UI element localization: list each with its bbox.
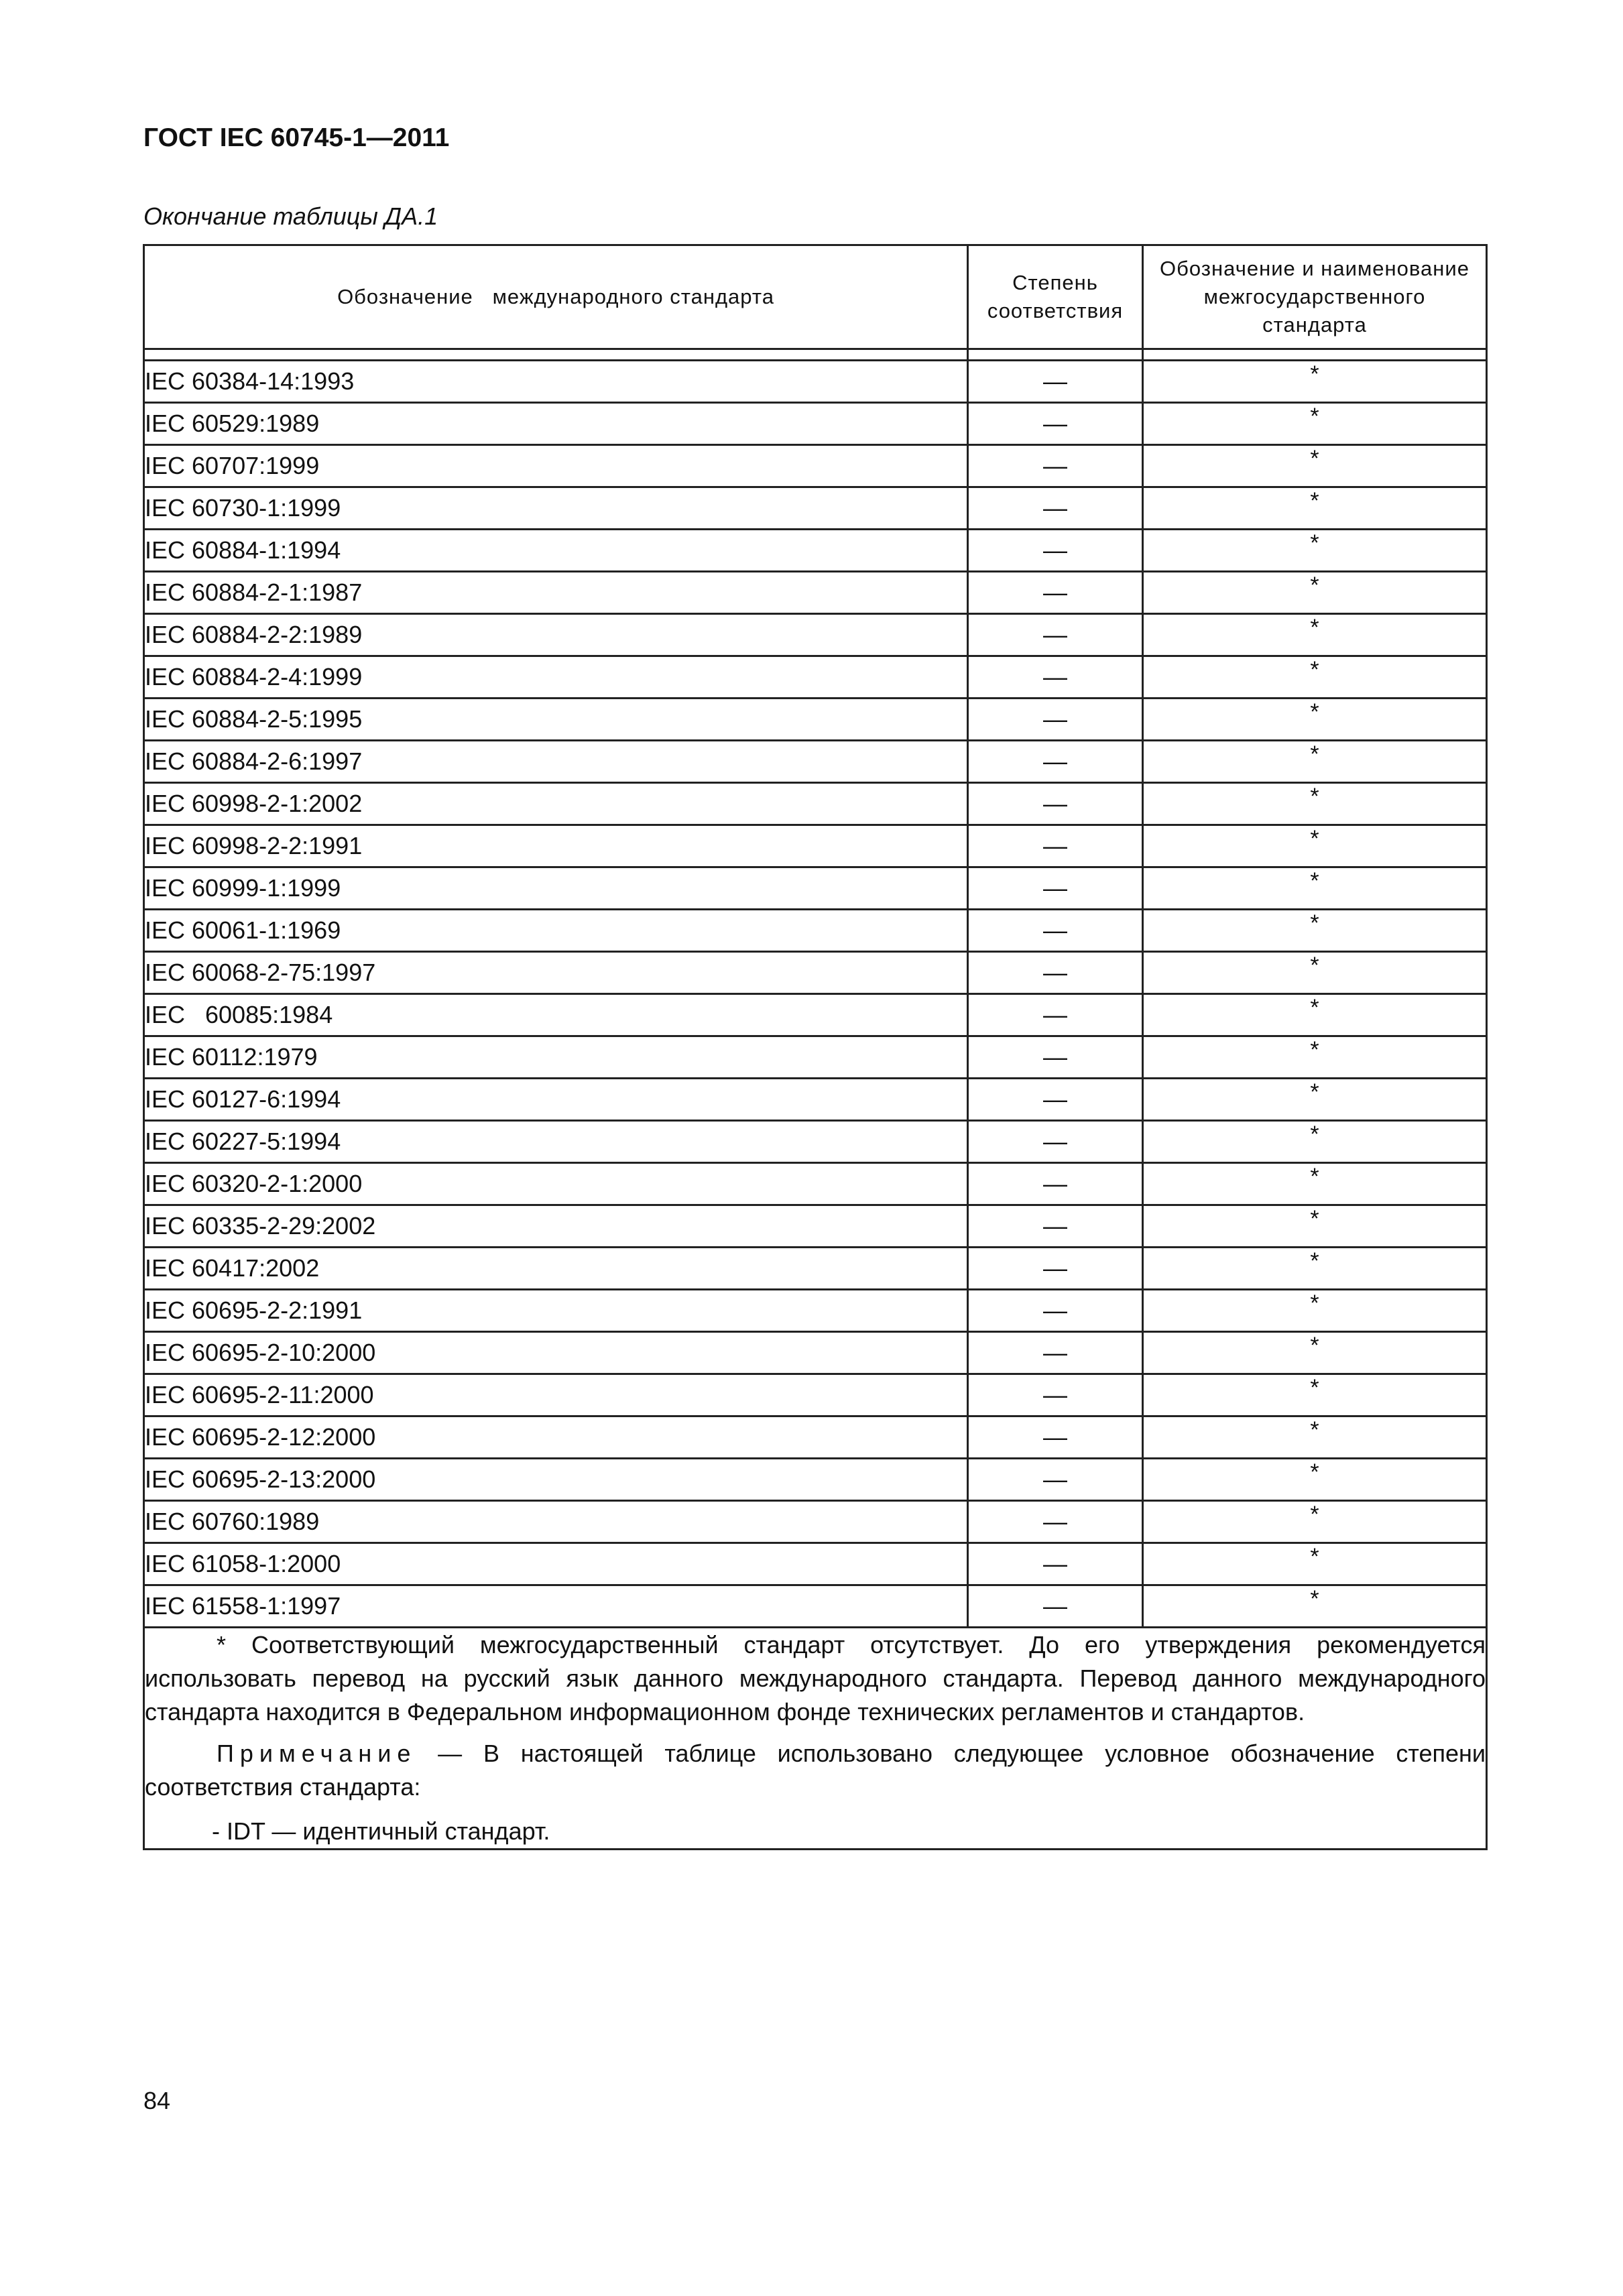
national-standard-cell: * bbox=[1143, 1332, 1487, 1374]
national-standard-cell: * bbox=[1143, 783, 1487, 825]
degree-cell: — bbox=[968, 656, 1143, 699]
international-standard-cell: IEC 60884-2-6:1997 bbox=[144, 741, 968, 783]
table-row bbox=[144, 699, 1487, 741]
degree-cell: — bbox=[968, 1036, 1143, 1079]
column-header-degree: Степень соответствия bbox=[968, 245, 1143, 349]
international-standard-cell: IEC 60417:2002 bbox=[144, 1248, 968, 1290]
degree-cell: — bbox=[968, 1205, 1143, 1248]
degree-cell: — bbox=[968, 910, 1143, 952]
note-item: - IDT — идентичный стандарт. bbox=[212, 1817, 550, 1845]
table-row bbox=[144, 1459, 1487, 1501]
national-standard-cell: * bbox=[1143, 1501, 1487, 1543]
international-standard-cell: IEC 60529:1989 bbox=[144, 403, 968, 445]
international-standard-cell: IEC 60127-6:1994 bbox=[144, 1079, 968, 1121]
international-standard-cell: IEC 60695-2-12:2000 bbox=[144, 1416, 968, 1459]
national-standard-cell: * bbox=[1143, 952, 1487, 994]
national-standard-cell: * bbox=[1143, 867, 1487, 910]
degree-cell: — bbox=[968, 1332, 1143, 1374]
national-standard-cell: * bbox=[1143, 1248, 1487, 1290]
national-standard-cell: * bbox=[1143, 572, 1487, 614]
national-standard-cell: * bbox=[1143, 910, 1487, 952]
table-row bbox=[144, 825, 1487, 867]
national-standard-cell: * bbox=[1143, 1036, 1487, 1079]
international-standard-cell: IEC 60884-2-5:1995 bbox=[144, 699, 968, 741]
table-row bbox=[144, 614, 1487, 656]
degree-cell: — bbox=[968, 1416, 1143, 1459]
table-row bbox=[144, 656, 1487, 699]
footnote-text: * Соответствующий межгосударственный стандарт отсутствует. До его утверждения рекомендуется использовать перевод на русский язык данного международного стандарта. Перевод данного международного стандарта находится в Федеральном информационном фонде технических регламентов и стандартов. bbox=[145, 1631, 1486, 1726]
international-standard-cell: IEC 60884-1:1994 bbox=[144, 530, 968, 572]
international-standard-cell: IEC 60695-2-10:2000 bbox=[144, 1332, 968, 1374]
degree-cell: — bbox=[968, 1079, 1143, 1121]
degree-cell: — bbox=[968, 952, 1143, 994]
national-standard-cell: * bbox=[1143, 1079, 1487, 1121]
national-standard-cell: * bbox=[1143, 825, 1487, 867]
national-standard-cell: * bbox=[1143, 1121, 1487, 1163]
table-row bbox=[144, 1248, 1487, 1290]
national-standard-cell: * bbox=[1143, 1163, 1487, 1205]
table-row bbox=[144, 1205, 1487, 1248]
international-standard-cell: IEC 60085:1984 bbox=[144, 994, 968, 1036]
national-standard-cell: * bbox=[1143, 530, 1487, 572]
degree-cell: — bbox=[968, 699, 1143, 741]
table-row bbox=[144, 487, 1487, 530]
national-standard-cell: * bbox=[1143, 614, 1487, 656]
degree-cell: — bbox=[968, 1585, 1143, 1628]
national-standard-cell: * bbox=[1143, 1374, 1487, 1416]
national-standard-cell: * bbox=[1143, 1543, 1487, 1585]
international-standard-cell: IEC 60884-2-1:1987 bbox=[144, 572, 968, 614]
international-standard-cell: IEC 61558-1:1997 bbox=[144, 1585, 968, 1628]
note-label: Примечание bbox=[217, 1740, 417, 1767]
footnote-row bbox=[144, 1628, 1487, 1850]
page-number: 84 bbox=[143, 2087, 171, 2114]
international-standard-cell: IEC 60884-2-4:1999 bbox=[144, 656, 968, 699]
degree-cell: — bbox=[968, 530, 1143, 572]
table-row bbox=[144, 1501, 1487, 1543]
degree-cell: — bbox=[968, 994, 1143, 1036]
table-row bbox=[144, 1079, 1487, 1121]
table-row bbox=[144, 1585, 1487, 1628]
international-standard-cell: IEC 60695-2-11:2000 bbox=[144, 1374, 968, 1416]
national-standard-cell: * bbox=[1143, 361, 1487, 403]
table-caption: Окончание таблицы ДА.1 bbox=[143, 202, 438, 230]
international-standard-cell: IEC 60061-1:1969 bbox=[144, 910, 968, 952]
international-standard-cell: IEC 60384-14:1993 bbox=[144, 361, 968, 403]
table-row bbox=[144, 783, 1487, 825]
table-header-row bbox=[144, 245, 1487, 349]
international-standard-cell: IEC 60730-1:1999 bbox=[144, 487, 968, 530]
degree-cell: — bbox=[968, 1248, 1143, 1290]
degree-cell: — bbox=[968, 1121, 1143, 1163]
degree-cell: — bbox=[968, 741, 1143, 783]
national-standard-cell: * bbox=[1143, 741, 1487, 783]
degree-cell: — bbox=[968, 361, 1143, 403]
table-row bbox=[144, 1121, 1487, 1163]
international-standard-cell: IEC 60695-2-2:1991 bbox=[144, 1290, 968, 1332]
international-standard-cell: IEC 60335-2-29:2002 bbox=[144, 1205, 968, 1248]
table-row bbox=[144, 530, 1487, 572]
international-standard-cell: IEC 60998-2-2:1991 bbox=[144, 825, 968, 867]
degree-cell: — bbox=[968, 1290, 1143, 1332]
table-row bbox=[144, 910, 1487, 952]
degree-cell: — bbox=[968, 445, 1143, 487]
note-paragraph bbox=[145, 1737, 1486, 1804]
note-text: — В настоящей таблице использовано следующее условное обозначение степени соответствия стандарта: bbox=[145, 1740, 1486, 1801]
national-standard-cell: * bbox=[1143, 487, 1487, 530]
table-row bbox=[144, 994, 1487, 1036]
degree-cell: — bbox=[968, 614, 1143, 656]
international-standard-cell: IEC 60068-2-75:1997 bbox=[144, 952, 968, 994]
table-row bbox=[144, 1416, 1487, 1459]
international-standard-cell: IEC 60884-2-2:1989 bbox=[144, 614, 968, 656]
degree-cell: — bbox=[968, 867, 1143, 910]
column-header-national: Обозначение и наименование межгосударственного стандарта bbox=[1143, 245, 1487, 349]
table-row bbox=[144, 1543, 1487, 1585]
degree-cell: — bbox=[968, 403, 1143, 445]
international-standard-cell: IEC 60998-2-1:2002 bbox=[144, 783, 968, 825]
table-row bbox=[144, 572, 1487, 614]
table-row bbox=[144, 361, 1487, 403]
national-standard-cell: * bbox=[1143, 403, 1487, 445]
international-standard-cell: IEC 61058-1:2000 bbox=[144, 1543, 968, 1585]
degree-cell: — bbox=[968, 825, 1143, 867]
degree-cell: — bbox=[968, 1543, 1143, 1585]
table-row bbox=[144, 867, 1487, 910]
document-title: ГОСТ IEC 60745-1—2011 bbox=[143, 123, 450, 152]
international-standard-cell: IEC 60760:1989 bbox=[144, 1501, 968, 1543]
degree-cell: — bbox=[968, 487, 1143, 530]
national-standard-cell: * bbox=[1143, 1290, 1487, 1332]
header-divider bbox=[144, 349, 1487, 361]
degree-cell: — bbox=[968, 783, 1143, 825]
degree-cell: — bbox=[968, 1501, 1143, 1543]
table-row bbox=[144, 952, 1487, 994]
international-standard-cell: IEC 60227-5:1994 bbox=[144, 1121, 968, 1163]
degree-cell: — bbox=[968, 1163, 1143, 1205]
international-standard-cell: IEC 60320-2-1:2000 bbox=[144, 1163, 968, 1205]
international-standard-cell: IEC 60707:1999 bbox=[144, 445, 968, 487]
national-standard-cell: * bbox=[1143, 445, 1487, 487]
standards-table bbox=[143, 244, 1488, 1850]
national-standard-cell: * bbox=[1143, 1459, 1487, 1501]
national-standard-cell: * bbox=[1143, 1416, 1487, 1459]
table-row bbox=[144, 1332, 1487, 1374]
national-standard-cell: * bbox=[1143, 1205, 1487, 1248]
footnote-cell bbox=[144, 1628, 1487, 1850]
table-body bbox=[144, 361, 1487, 1628]
table-row bbox=[144, 445, 1487, 487]
national-standard-cell: * bbox=[1143, 1585, 1487, 1628]
table-row bbox=[144, 741, 1487, 783]
international-standard-cell: IEC 60112:1979 bbox=[144, 1036, 968, 1079]
national-standard-cell: * bbox=[1143, 994, 1487, 1036]
table-row bbox=[144, 1036, 1487, 1079]
table-row bbox=[144, 1163, 1487, 1205]
table-row bbox=[144, 1290, 1487, 1332]
column-header-international: Обозначение международного стандарта bbox=[144, 245, 968, 349]
national-standard-cell: * bbox=[1143, 699, 1487, 741]
table-row bbox=[144, 403, 1487, 445]
degree-cell: — bbox=[968, 1459, 1143, 1501]
national-standard-cell: * bbox=[1143, 656, 1487, 699]
degree-cell: — bbox=[968, 1374, 1143, 1416]
degree-cell: — bbox=[968, 572, 1143, 614]
international-standard-cell: IEC 60999-1:1999 bbox=[144, 867, 968, 910]
table-row bbox=[144, 1374, 1487, 1416]
international-standard-cell: IEC 60695-2-13:2000 bbox=[144, 1459, 968, 1501]
